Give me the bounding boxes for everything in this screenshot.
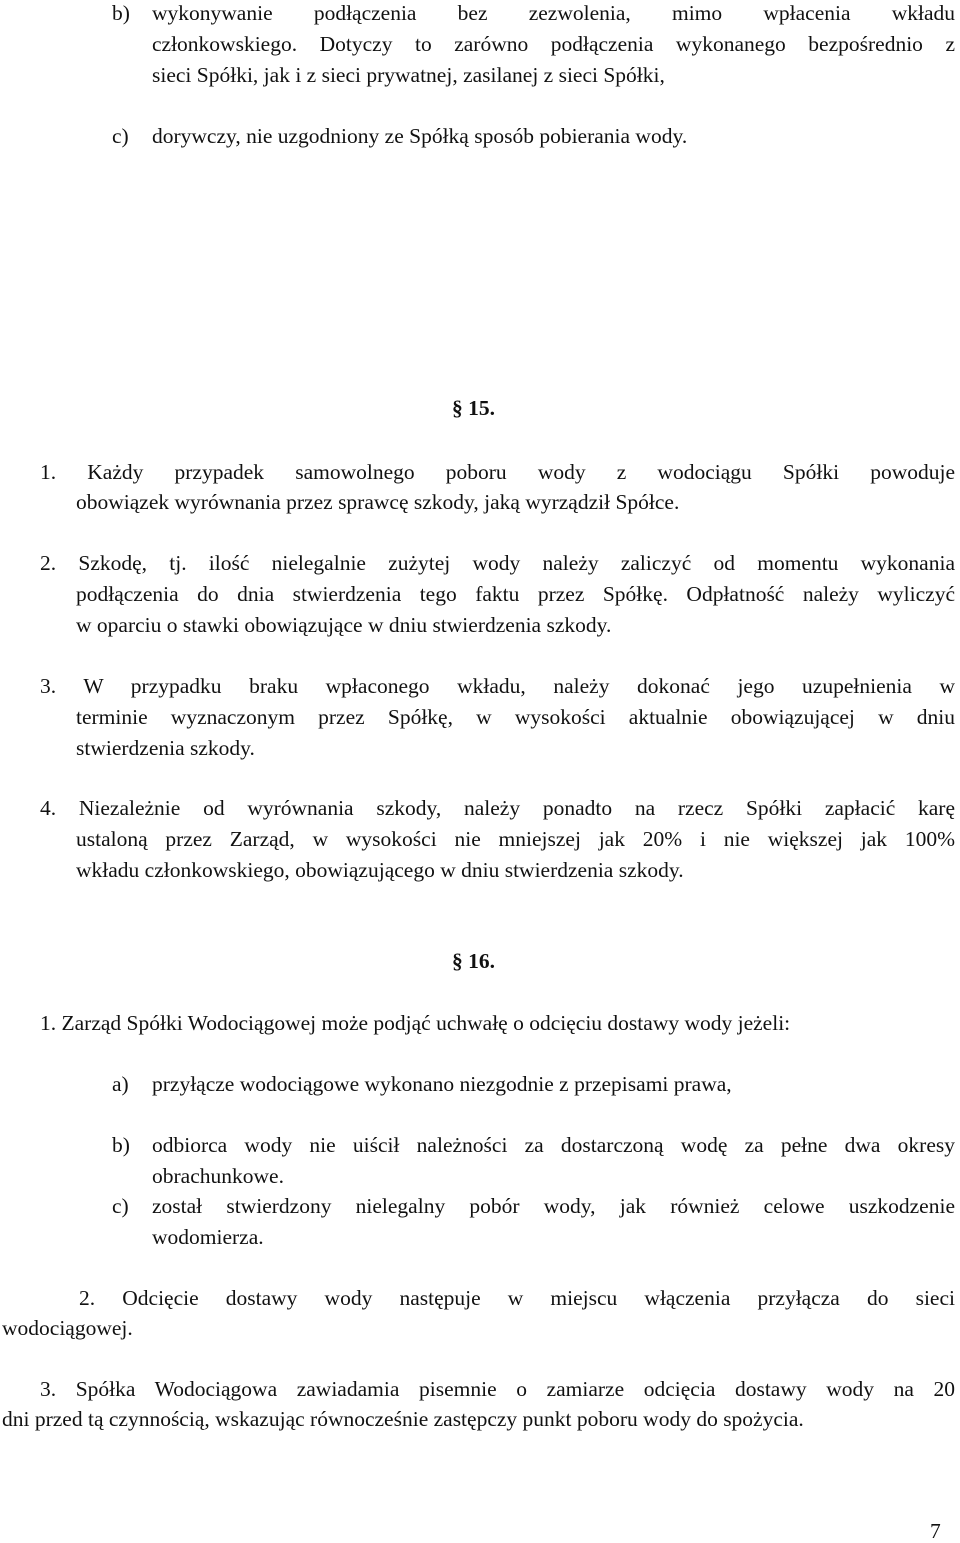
section-15-paragraph-4-line-1: 4. Niezależnie od wyrównania szkody, należy ponadto na rzecz Spółki zapłacić karę [40,796,955,820]
section-16-list-item-b-line-2: obrachunkowe. [152,1164,284,1188]
section-16-list-item-b-line-1: odbiorca wody nie uiścił należności za dostarczoną wodę za pełne dwa okresy [152,1133,955,1157]
section-16-paragraph-1-line-1: 1. Zarząd Spółki Wodociągowej może podjąć uchwałę o odcięciu dostawy wody jeżeli: [40,1011,791,1035]
section-15-paragraph-1-line-2: obowiązek wyrównania przez sprawcę szkody, jaką wyrządził Spółce. [76,490,680,514]
list-label-a: a) [112,1072,129,1096]
section-16-paragraph-3-line-2: dni przed tą czynnością, wskazując równocześnie zastępczy punkt poboru wody do spożycia. [2,1407,804,1431]
section-16-paragraph-2-line-2: wodociągowej. [2,1316,133,1340]
section-16-paragraph-3-line-1: 3. Spółka Wodociągowa zawiadamia pisemnie o zamiarze odcięcia dostawy wody na 20 [40,1377,955,1401]
list-label-b: b) [112,1,130,25]
list-item-c-line-1: dorywczy, nie uzgodniony ze Spółką sposób pobierania wody. [152,124,688,148]
section-16-list-item-c-line-2: wodomierza. [152,1225,264,1249]
list-item-b-line-1: wykonywanie podłączenia bez zezwolenia, mimo wpłacenia wkładu [152,1,955,25]
section-16-list-item-a-line-1: przyłącze wodociągowe wykonano niezgodnie z przepisami prawa, [152,1072,732,1096]
section-16-paragraph-2-line-1: 2. Odcięcie dostawy wody następuje w miejscu włączenia przyłącza do sieci [79,1286,955,1310]
list-label-c-2: c) [112,1194,129,1218]
section-16-list-item-c-line-1: został stwierdzony nielegalny pobór wody, jak również celowe uszkodzenie [152,1194,955,1218]
list-item-b-line-2: członkowskiego. Dotyczy to zarówno podłączenia wykonanego bezpośrednio z [152,32,955,56]
list-item-b-line-3: sieci Spółki, jak i z sieci prywatnej, zasilanej z sieci Spółki, [152,63,665,87]
section-15-paragraph-4-line-2: ustaloną przez Zarząd, w wysokości nie mniejszej jak 20% i nie większej jak 100% [76,827,955,851]
section-15-paragraph-3-line-1: 3. W przypadku braku wpłaconego wkładu, należy dokonać jego uzupełnienia w [40,674,955,698]
list-label-b-2: b) [112,1133,130,1157]
page-number: 7 [930,1519,941,1543]
section-15-paragraph-2-line-2: podłączenia do dnia stwierdzenia tego faktu przez Spółkę. Odpłatność należy wyliczyć [76,582,955,606]
section-16-heading: § 16. [452,949,495,973]
section-15-paragraph-2-line-1: 2. Szkodę, tj. ilość nielegalnie zużytej wody należy zaliczyć od momentu wykonania [40,551,955,575]
section-15-paragraph-4-line-3: wkładu członkowskiego, obowiązującego w dniu stwierdzenia szkody. [76,858,684,882]
list-label-c: c) [112,124,129,148]
section-15-paragraph-2-line-3: w oparciu o stawki obowiązujące w dniu stwierdzenia szkody. [76,613,612,637]
section-15-heading: § 15. [452,396,495,420]
section-15-paragraph-3-line-2: terminie wyznaczonym przez Spółkę, w wysokości aktualnie obowiązującej w dniu [76,705,955,729]
section-15-paragraph-1-line-1: 1. Każdy przypadek samowolnego poboru wody z wodociągu Spółki powoduje [40,460,955,484]
section-15-paragraph-3-line-3: stwierdzenia szkody. [76,736,255,760]
